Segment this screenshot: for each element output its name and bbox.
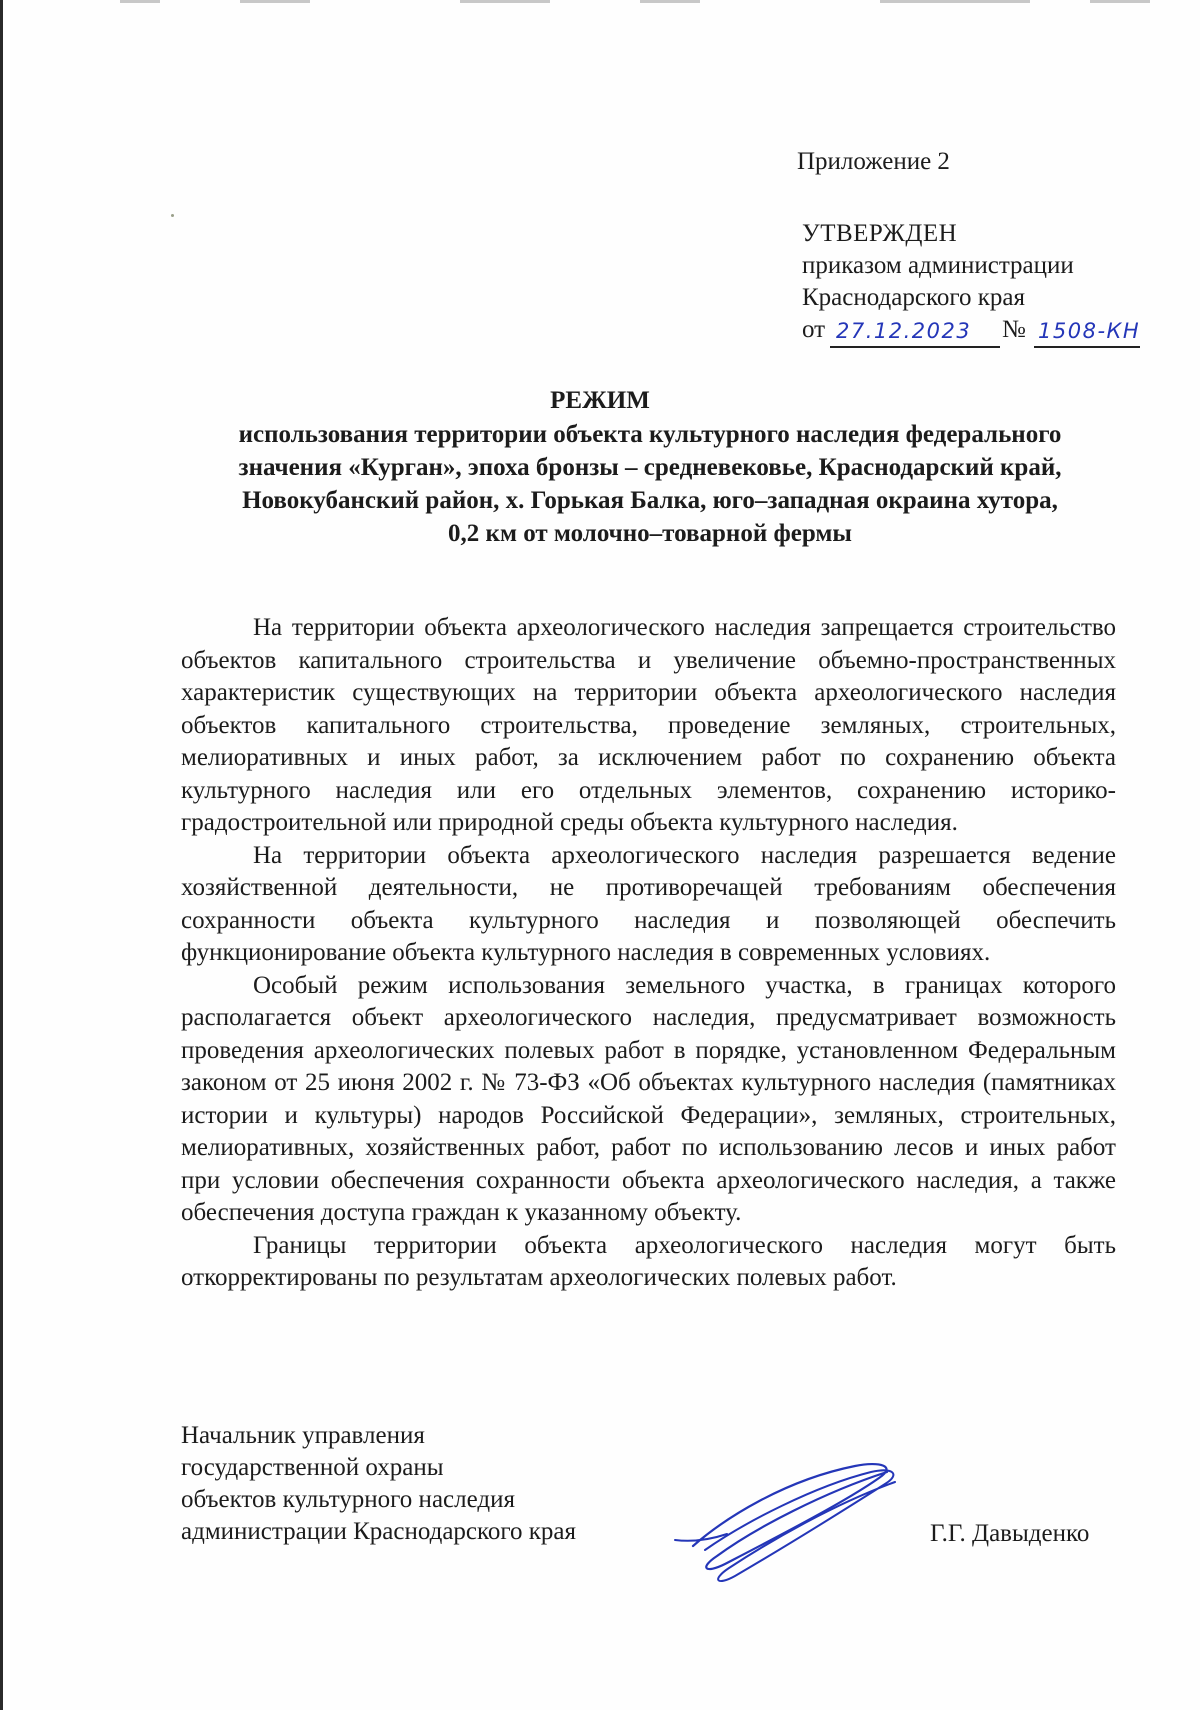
body-paragraph: На территории объекта археологического наследия запрещается строительство объектов капитального строительства и увеличение объемно-пространственных характеристик существующих на территории объекта археологического наследия объектов капитального строительства, проведение земляных, строительных, мелиоративных и иных работ, за исключением работ по сохранению объекта культурного наследия или его отдельных элементов, сохранению историко-градостроительной или природной среды объекта культурного наследия. bbox=[181, 614, 1116, 836]
position-line: объектов культурного наследия bbox=[181, 1486, 515, 1513]
handwritten-signature bbox=[665, 1458, 915, 1588]
date-prefix: от bbox=[802, 316, 826, 343]
subtitle-line: 0,2 км от молочно–товарной фермы bbox=[448, 520, 852, 547]
subtitle-line: Новокубанский район, х. Горькая Балка, юго–западная окраина хутора, bbox=[242, 487, 1058, 514]
signature-stroke bbox=[693, 1464, 887, 1569]
document-title: РЕЖИМ bbox=[550, 387, 650, 414]
number-field bbox=[1034, 314, 1140, 348]
scan-top-marks bbox=[0, 0, 1200, 4]
document-subtitle bbox=[170, 418, 1130, 550]
number-prefix: № bbox=[1002, 316, 1026, 343]
approval-date-line bbox=[802, 314, 1141, 350]
body-paragraph: Границы территории объекта археологического наследия могут быть откорректированы по результатам археологических полевых работ. bbox=[181, 1231, 1116, 1291]
scan-speck bbox=[171, 214, 174, 217]
approval-block bbox=[802, 218, 1141, 350]
position-line: администрации Краснодарского края bbox=[181, 1518, 577, 1545]
position-line: государственной охраны bbox=[181, 1454, 444, 1481]
signatory-name: Г.Г. Давыденко bbox=[930, 1520, 1090, 1547]
approval-line-1: приказом администрации bbox=[802, 252, 1074, 279]
position-line: Начальник управления bbox=[181, 1422, 425, 1449]
body-paragraph: На территории объекта археологического наследия разрешается ведение хозяйственной деятельности, не противоречащей требованиям обеспечения сохранности объекта культурного наследия и позволяющей обеспечить функционирование объекта культурного наследия в современных условиях. bbox=[181, 841, 1116, 966]
scan-edge bbox=[0, 0, 3, 1710]
subtitle-line: значения «Курган», эпоха бронзы – средневековье, Краснодарский край, bbox=[238, 454, 1062, 481]
body-paragraph: Особый режим использования земельного участка, в границах которого располагается объект археологического наследия, предусматривает возможность проведения археологических полевых работ в порядке, установленном Федеральным законом от 25 июня 2002 г. № 73-ФЗ «Об объектах культурного наследия (памятниках истории и культуры) народов Российской Федерации», земляных, строительных, мелиоративных, хозяйственных работ, работ по использованию лесов и иных работ при условии обеспечения сохранности объекта археологического наследия, а также обеспечения доступа граждан к указанному объекту. bbox=[181, 971, 1116, 1226]
appendix-label: Приложение 2 bbox=[797, 148, 950, 175]
handwritten-date: 27.12.2023 bbox=[836, 319, 972, 343]
subtitle-line: использования территории объекта культурного наследия федерального bbox=[238, 421, 1062, 448]
approval-line-2: Краснодарского края bbox=[802, 284, 1025, 311]
date-field bbox=[830, 314, 1000, 348]
signatory-position bbox=[181, 1420, 576, 1548]
approval-title: УТВЕРЖДЕН bbox=[802, 220, 958, 247]
handwritten-number: 1508-КН bbox=[1038, 319, 1141, 343]
document-body bbox=[181, 612, 1116, 1295]
